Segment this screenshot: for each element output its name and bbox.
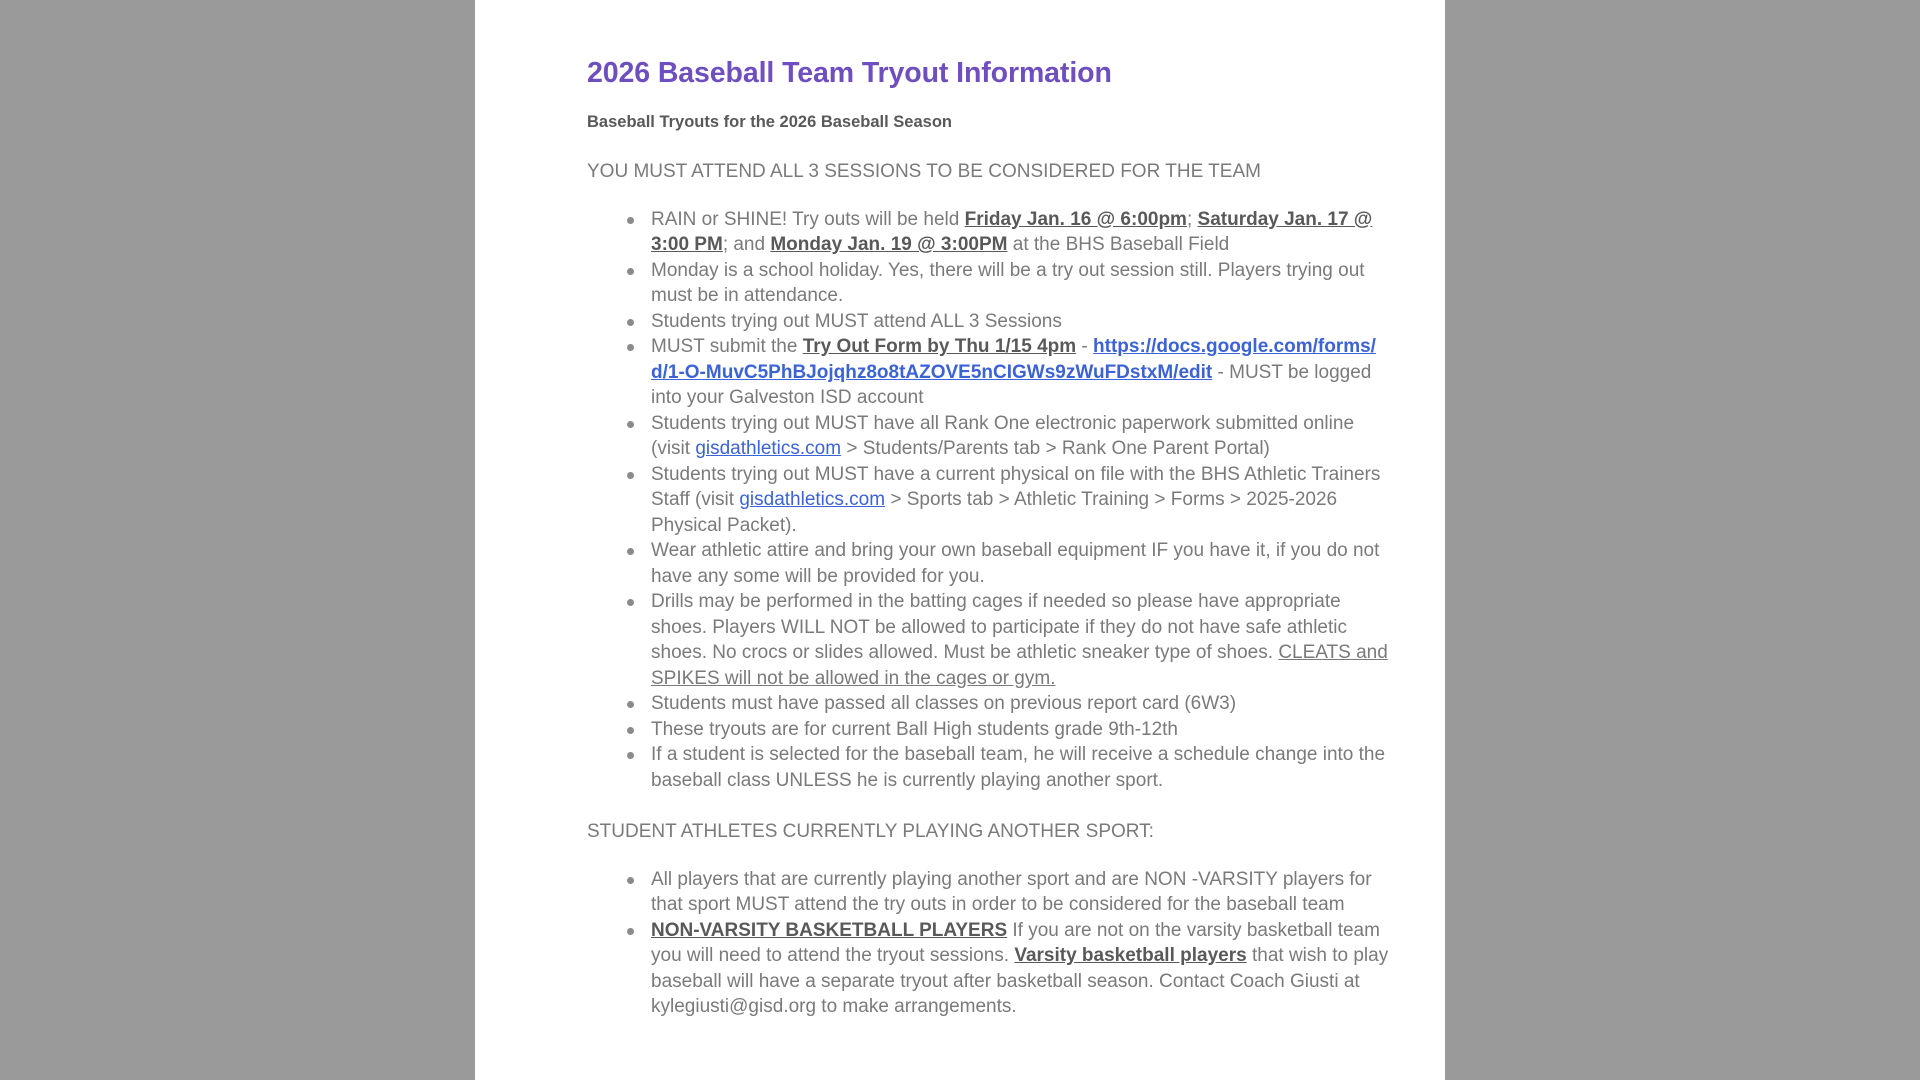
body-text: MUST submit the (651, 336, 803, 358)
emphasis-text: Varsity basketball players (1014, 945, 1247, 967)
bullet-monday-holiday (649, 258, 1389, 309)
body-text: Wear athletic attire and bring your own baseball equipment IF you have it, if you do not have any some will be provided for you. (651, 540, 1380, 587)
body-text: ; (1186, 208, 1198, 230)
emphasis-text: Monday Jan. 19 @ 3:00PM (770, 234, 1008, 256)
document-page (475, 0, 1445, 1080)
body-text: Monday is a school holiday. Yes, there will be a try out session still. Players trying out must be in attendance. (651, 259, 1365, 307)
bullet-sessions-dates (649, 207, 1389, 258)
body-text: If you are not on the varsity basketball team you will need to attend the tryout sessions. (651, 919, 1380, 967)
other-sport-requirements-list (587, 867, 1389, 1020)
emphasis-text: Friday Jan. 16 @ 6:00pm (964, 208, 1187, 230)
body-text: These tryouts are for current Ball High students grade 9th-12th (651, 718, 1178, 740)
body-text: that wish to play baseball will have a separate tryout after basketball season. Contact Coach Giusti at kylegiusti@gisd.org to make arrangements. (651, 945, 1389, 1018)
body-text: Drills may be performed in the batting cages if needed so please have appropriate shoes. Players WILL NOT be allowed to participate if they do not have safe athletic shoes. No crocs or slides allowed. Must be athletic sneaker type of shoes. (651, 591, 1347, 664)
bullet-basketball (649, 918, 1389, 1020)
bullet-shoes (649, 589, 1389, 691)
body-text: If a student is selected for the baseball team, he will receive a schedule change into the baseball class UNLESS he is currently playing another sport. (651, 744, 1386, 791)
emphasis-text: Saturday Jan. 17 @ 3:00 PM (651, 208, 1373, 256)
body-text: ; and (722, 234, 771, 256)
body-text: at the BHS Baseball Field (1007, 234, 1230, 256)
body-text: > Students/Parents tab > Rank One Parent Portal) (841, 438, 1270, 460)
body-text: Students trying out MUST have all Rank One electronic paperwork submitted online (visit (651, 412, 1355, 460)
body-text: RAIN or SHINE! Try outs will be held (651, 208, 965, 230)
emphasis-text: Try Out Form by Thu 1/15 4pm (802, 336, 1077, 358)
body-text: > Sports tab > Athletic Training > Forms > 2025-2026 Physical Packet). (651, 489, 1338, 536)
bullet-attend-all-3 (649, 309, 1389, 335)
gisdathletics-link[interactable]: gisdathletics.com (739, 489, 886, 511)
page-title: 2026 Baseball Team Tryout Information (587, 57, 1112, 89)
document-subtitle: Baseball Tryouts for the 2026 Baseball Season (587, 112, 952, 131)
bullet-tryout-form (649, 334, 1389, 411)
bullet-grades (649, 717, 1389, 743)
bullet-rank-one (649, 411, 1389, 462)
body-text: - (1076, 336, 1094, 358)
tryout-requirements-list (587, 207, 1389, 794)
bullet-attire (649, 538, 1389, 589)
section-heading-attendance: YOU MUST ATTEND ALL 3 SESSIONS TO BE CONSIDERED FOR THE TEAM (587, 161, 1261, 183)
body-text: - MUST be logged into your Galveston ISD account (651, 361, 1372, 409)
body-text: Students trying out MUST attend ALL 3 Sessions (651, 310, 1062, 332)
bullet-passed-classes (649, 691, 1389, 717)
tryout-form-link[interactable]: https://docs.google.com/forms/d/1-O-MuvC5PhBJojqhz8o8tAZOVE5nCIGWs9zWuFDstxM/edit (651, 336, 1376, 383)
body-text: All players that are currently playing another sport and are NON -VARSITY players for that sport MUST attend the try outs in order to be considered for the baseball team (651, 868, 1372, 916)
emphasis-text: NON-VARSITY BASKETBALL PLAYERS (651, 919, 1008, 941)
body-text: Students trying out MUST have a current physical on file with the BHS Athletic Trainers Staff (visit (651, 463, 1381, 511)
bullet-physical (649, 462, 1389, 539)
underlined-text: CLEATS and SPIKES will not be allowed in the cages or gym. (651, 642, 1388, 689)
gisdathletics-link[interactable]: gisdathletics.com (695, 438, 842, 460)
bullet-non-varsity-all (649, 867, 1389, 918)
body-text: Students must have passed all classes on previous report card (6W3) (651, 693, 1237, 715)
document-content (475, 56, 1445, 1020)
bullet-schedule-change (649, 742, 1389, 793)
section-heading-other-sport: STUDENT ATHLETES CURRENTLY PLAYING ANOTHER SPORT: (587, 821, 1154, 843)
